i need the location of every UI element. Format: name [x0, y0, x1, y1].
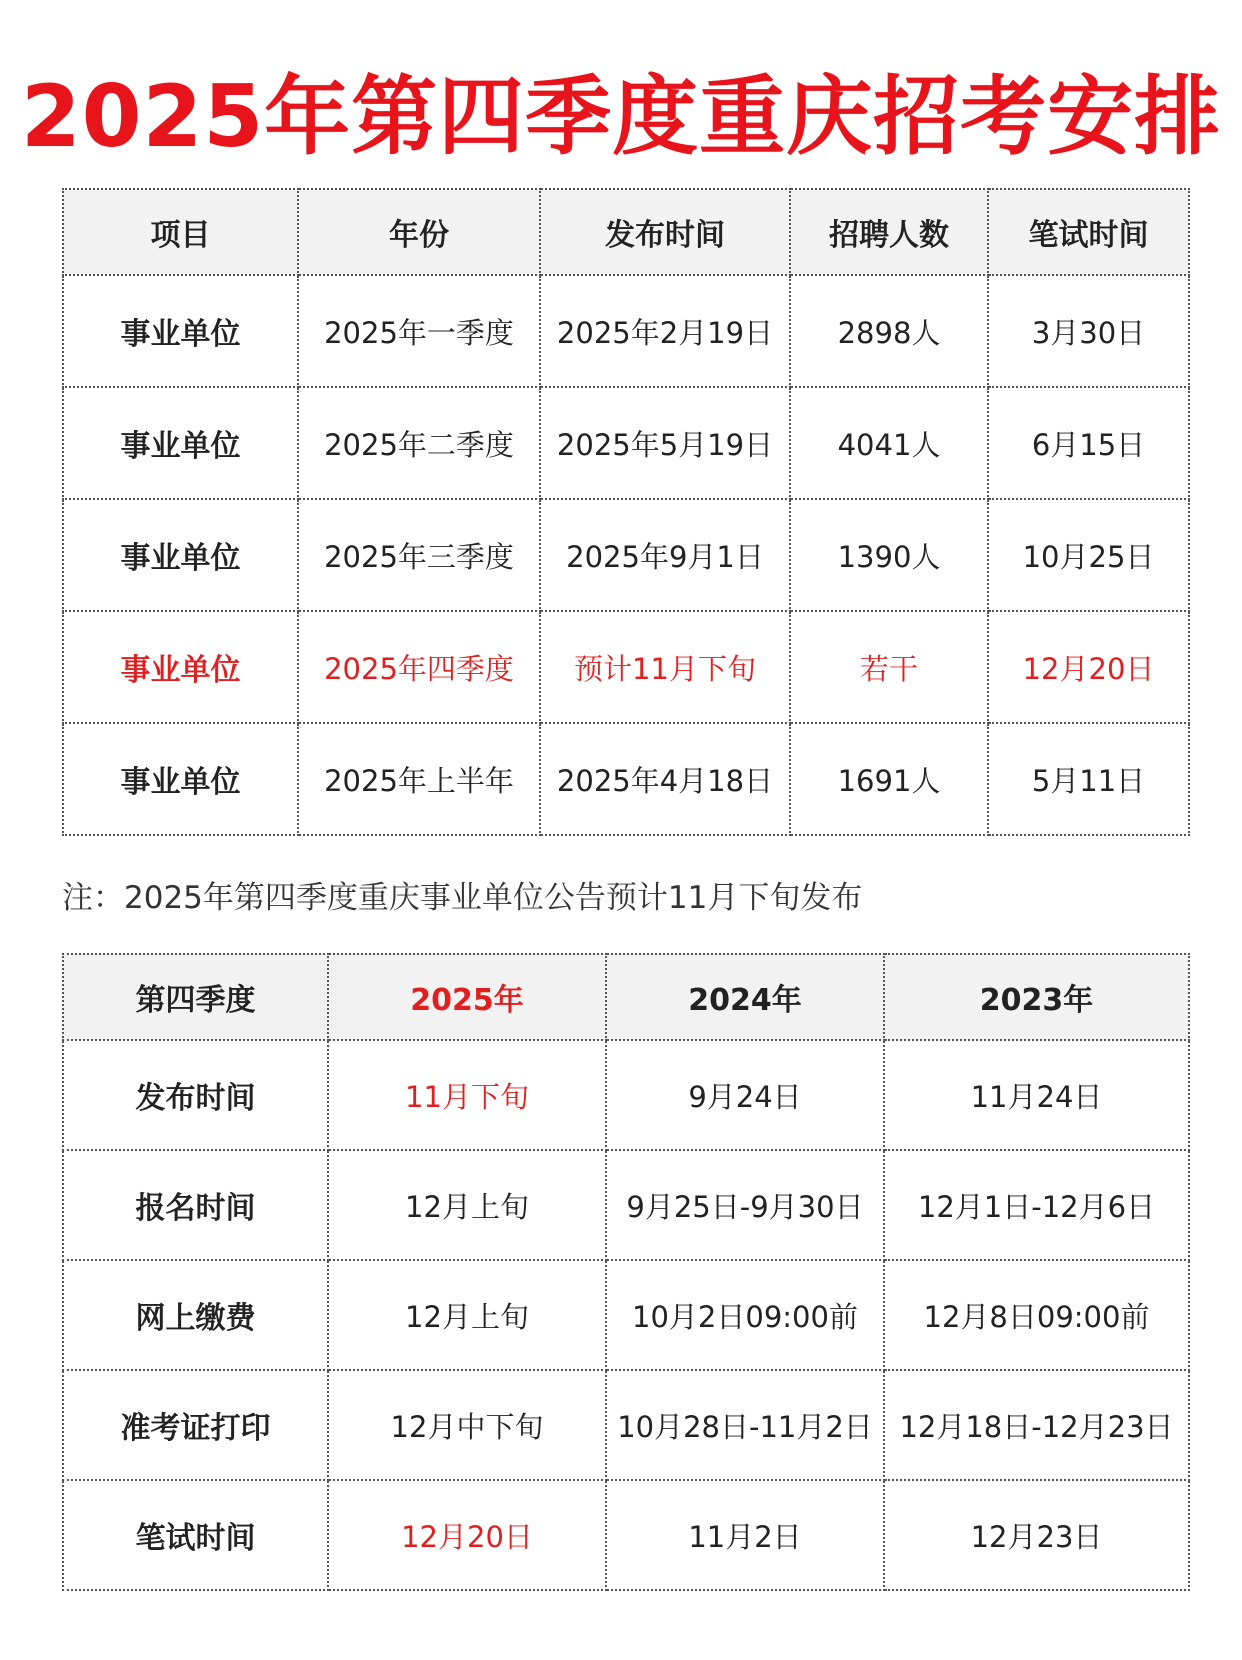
table-cell: 发布时间 — [63, 1040, 328, 1150]
header-2025: 2025年 — [328, 954, 606, 1040]
table-cell: 2025年四季度 — [298, 611, 540, 723]
table-cell: 1691人 — [790, 723, 988, 835]
header-year: 年份 — [298, 189, 540, 275]
table-cell: 12月1日-12月6日 — [884, 1150, 1189, 1260]
table-cell: 2025年上半年 — [298, 723, 540, 835]
table-header-row — [63, 189, 1189, 275]
table-cell: 9月24日 — [606, 1040, 884, 1150]
table-cell: 若干 — [790, 611, 988, 723]
table-cell: 11月下旬 — [328, 1040, 606, 1150]
table-cell: 事业单位 — [63, 499, 298, 611]
table-cell: 12月中下旬 — [328, 1370, 606, 1480]
table-row — [63, 499, 1189, 611]
page-title: 2025年第四季度重庆招考安排 — [20, 67, 1222, 167]
table-cell: 事业单位 — [63, 611, 298, 723]
table-cell: 12月20日 — [988, 611, 1189, 723]
table-row — [63, 1150, 1189, 1260]
table-cell: 3月30日 — [988, 275, 1189, 387]
table-cell: 预计11月下旬 — [540, 611, 790, 723]
table-cell: 12月8日09:00前 — [884, 1260, 1189, 1370]
table-cell: 6月15日 — [988, 387, 1189, 499]
table-cell: 2025年二季度 — [298, 387, 540, 499]
table-row — [63, 387, 1189, 499]
table-cell: 12月18日-12月23日 — [884, 1370, 1189, 1480]
table-cell: 事业单位 — [63, 275, 298, 387]
table-cell: 网上缴费 — [63, 1260, 328, 1370]
table-cell: 事业单位 — [63, 387, 298, 499]
table-row — [63, 1040, 1189, 1150]
table-cell: 5月11日 — [988, 723, 1189, 835]
table-cell: 笔试时间 — [63, 1480, 328, 1590]
table-row-highlighted — [63, 611, 1189, 723]
table-cell: 2025年一季度 — [298, 275, 540, 387]
header-recruit-count: 招聘人数 — [790, 189, 988, 275]
table-row — [63, 723, 1189, 835]
header-q4: 第四季度 — [63, 954, 328, 1040]
table-cell: 2025年9月1日 — [540, 499, 790, 611]
header-item: 项目 — [63, 189, 298, 275]
table-cell: 4041人 — [790, 387, 988, 499]
header-2023: 2023年 — [884, 954, 1189, 1040]
table-row — [63, 1260, 1189, 1370]
table-row — [63, 275, 1189, 387]
table-cell: 2025年5月19日 — [540, 387, 790, 499]
table-cell: 10月25日 — [988, 499, 1189, 611]
table-cell: 9月25日-9月30日 — [606, 1150, 884, 1260]
table-cell: 事业单位 — [63, 723, 298, 835]
table-cell: 12月上旬 — [328, 1260, 606, 1370]
table-cell: 12月20日 — [328, 1480, 606, 1590]
table-cell: 2898人 — [790, 275, 988, 387]
table-cell: 准考证打印 — [63, 1370, 328, 1480]
table-cell: 报名时间 — [63, 1150, 328, 1260]
table-cell: 12月上旬 — [328, 1150, 606, 1260]
table-cell: 11月24日 — [884, 1040, 1189, 1150]
table-cell: 11月2日 — [606, 1480, 884, 1590]
table-cell: 10月2日09:00前 — [606, 1260, 884, 1370]
table-cell: 12月23日 — [884, 1480, 1189, 1590]
header-2024: 2024年 — [606, 954, 884, 1040]
table-cell: 2025年2月19日 — [540, 275, 790, 387]
exam-schedule-table — [62, 188, 1190, 836]
note-text: 注：2025年第四季度重庆事业单位公告预计11月下旬发布 — [62, 880, 863, 916]
q4-comparison-table — [62, 953, 1190, 1591]
table-cell: 10月28日-11月2日 — [606, 1370, 884, 1480]
header-publish-time: 发布时间 — [540, 189, 790, 275]
table-cell: 1390人 — [790, 499, 988, 611]
table-row — [63, 1480, 1189, 1590]
header-written-exam-time: 笔试时间 — [988, 189, 1189, 275]
table-cell: 2025年4月18日 — [540, 723, 790, 835]
table-header-row — [63, 954, 1189, 1040]
table-cell: 2025年三季度 — [298, 499, 540, 611]
table-row — [63, 1370, 1189, 1480]
